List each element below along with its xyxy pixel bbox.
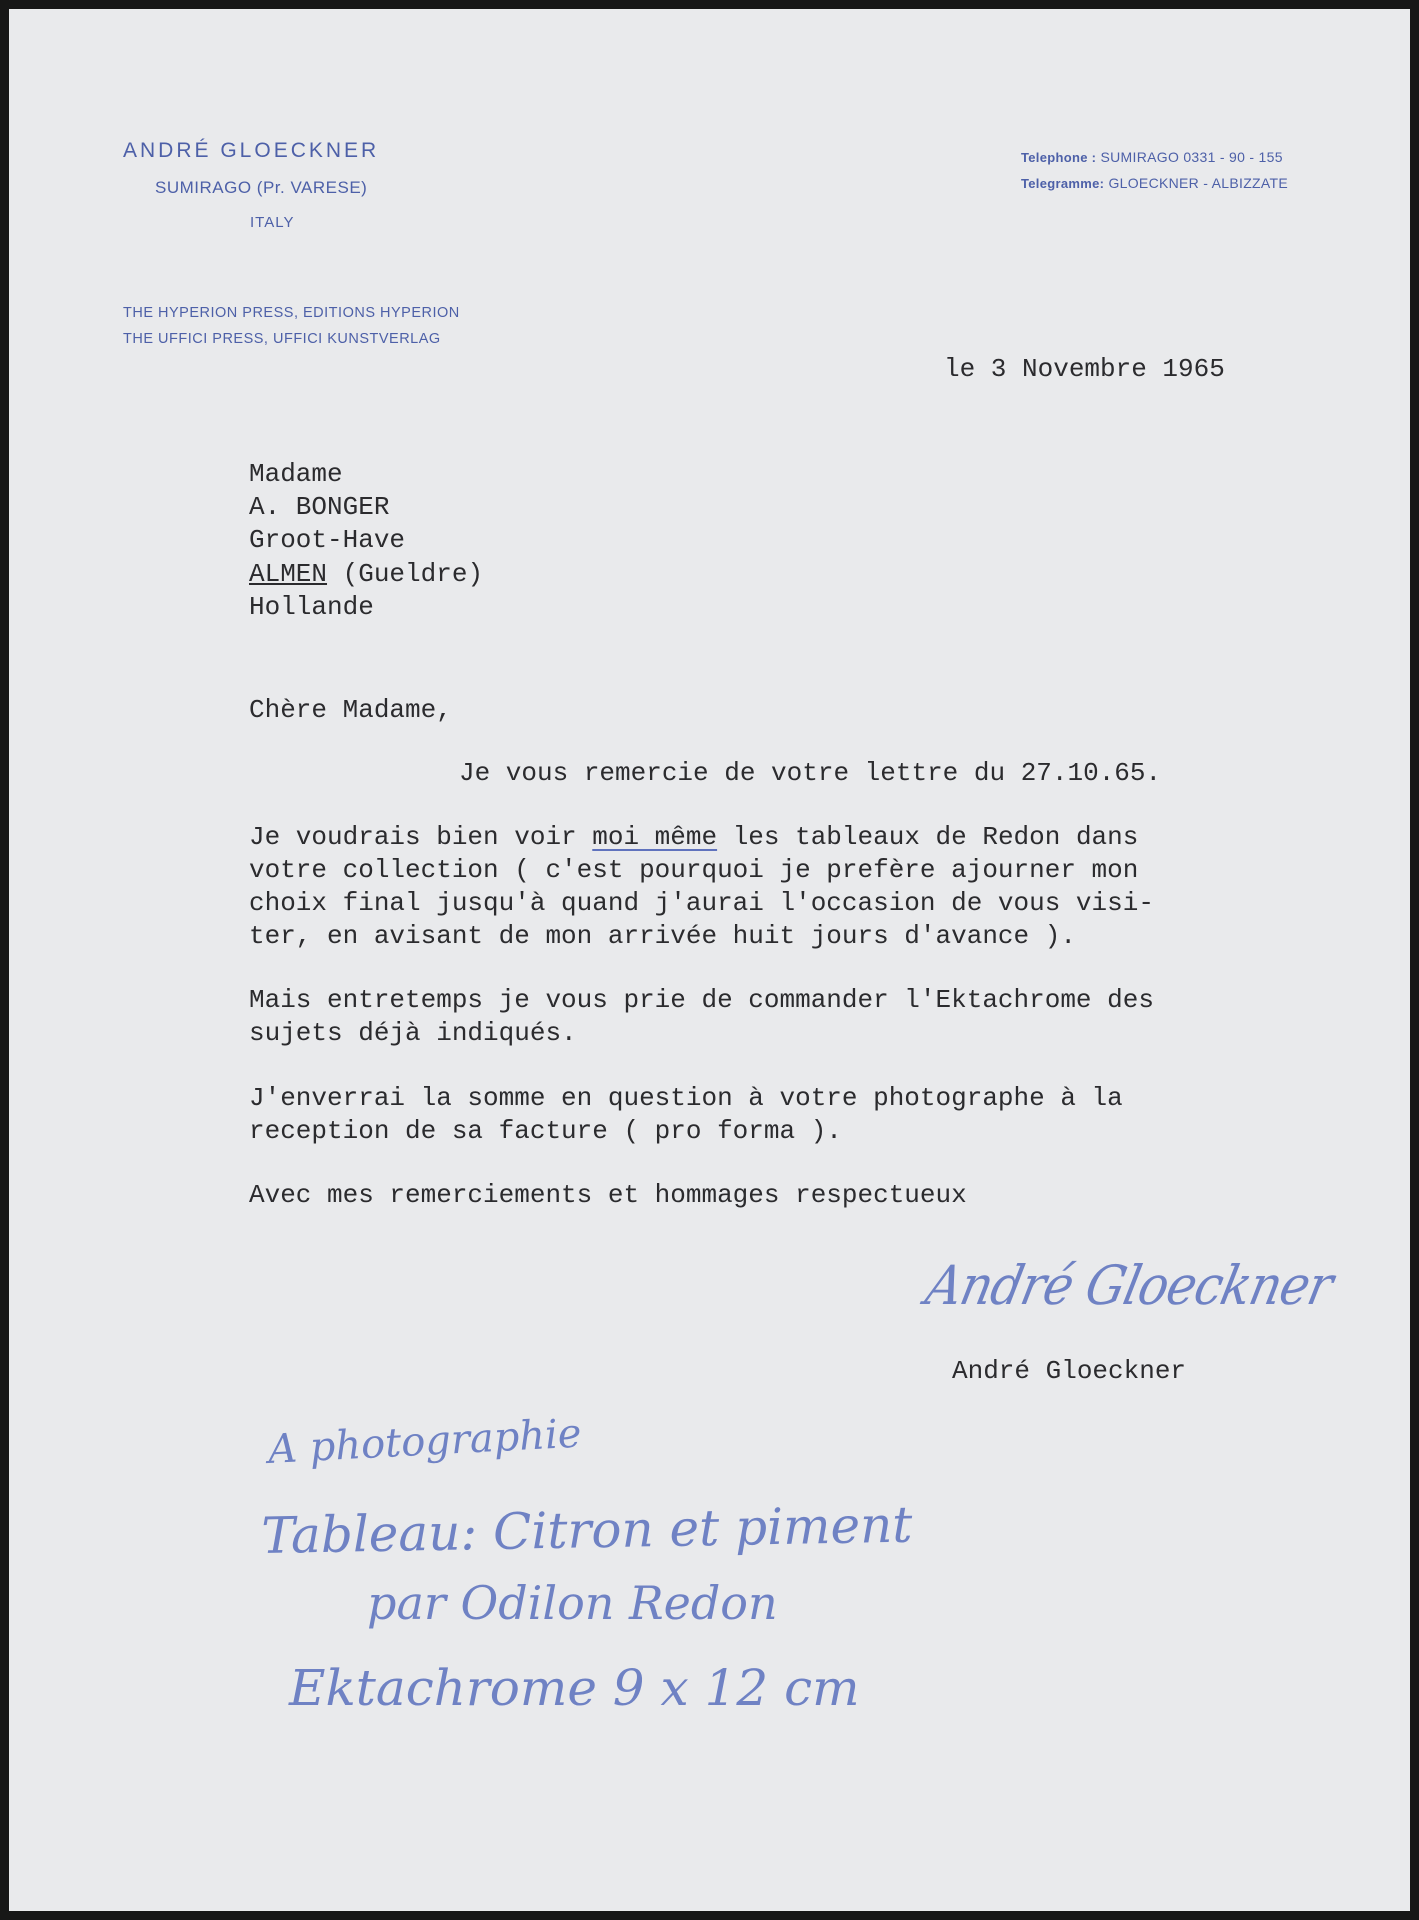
p2-text-after: les tableaux de Redon dans bbox=[717, 822, 1139, 852]
paragraph-2-line-2: votre collection ( c'est pourquoi je prefère ajourner mon bbox=[249, 855, 1139, 885]
handwritten-note-line-4: Ektachrome 9 x 12 cm bbox=[289, 1659, 860, 1717]
letter-date: le 3 Novembre 1965 bbox=[944, 354, 1225, 384]
paragraph-3-line-2: sujets déjà indiqués. bbox=[249, 1018, 577, 1048]
paragraph-4-line-2: reception de sa facture ( pro forma ). bbox=[249, 1116, 842, 1146]
recipient-address-line bbox=[249, 559, 483, 589]
letterhead-name: ANDRÉ GLOECKNER bbox=[123, 139, 380, 162]
letterhead-phone bbox=[1021, 149, 1283, 165]
paragraph-4-line-1: J'enverrai la somme en question à votre photographe à la bbox=[249, 1083, 1123, 1113]
letterhead-telegram bbox=[1021, 175, 1288, 191]
handwritten-note-line-3: par Odilon Redon bbox=[367, 1576, 778, 1630]
paragraph-2-line-4: ter, en avisant de mon arrivée huit jours d'avance ). bbox=[249, 921, 1076, 951]
handwritten-note-line-1: A photographie bbox=[267, 1410, 583, 1473]
letterhead-press-line-2: THE UFFICI PRESS, UFFICI KUNSTVERLAG bbox=[123, 331, 441, 347]
p2-emphasis-underlined: moi même bbox=[592, 822, 718, 852]
recipient-line-2: A. BONGER bbox=[249, 492, 390, 522]
telegram-value: GLOECKNER - ALBIZZATE bbox=[1108, 175, 1288, 191]
paragraph-2-line-3: choix final jusqu'à quand j'aurai l'occasion de vous visi- bbox=[249, 888, 1154, 918]
closing: Avec mes remerciements et hommages respectueux bbox=[249, 1180, 967, 1210]
handwritten-note-line-2: Tableau: Citron et piment bbox=[261, 1495, 913, 1565]
recipient-region: (Gueldre) bbox=[327, 559, 484, 589]
recipient-country: Hollande bbox=[249, 592, 374, 622]
typed-signature: André Gloeckner bbox=[952, 1356, 1187, 1386]
recipient-line-3: Groot-Have bbox=[249, 525, 406, 555]
paragraph-3-line-1: Mais entretemps je vous prie de commander l'Ektachrome des bbox=[249, 985, 1154, 1015]
phone-label: Telephone : bbox=[1021, 150, 1097, 165]
letter-page bbox=[9, 9, 1410, 1911]
telegram-label: Telegramme: bbox=[1021, 176, 1105, 191]
p2-text-before: Je voudrais bien voir bbox=[249, 822, 593, 852]
phone-value: SUMIRAGO 0331 - 90 - 155 bbox=[1100, 149, 1283, 165]
letterhead-country: ITALY bbox=[250, 214, 295, 231]
recipient-city: ALMEN bbox=[249, 559, 328, 589]
paragraph-1: Je vous remercie de votre lettre du 27.10.65. bbox=[459, 758, 1162, 788]
letterhead-town: SUMIRAGO (Pr. VARESE) bbox=[155, 178, 368, 197]
handwritten-signature: André Gloeckner bbox=[920, 1254, 1338, 1317]
recipient-line-1: Madame bbox=[249, 459, 343, 489]
paragraph-2-line-1 bbox=[249, 822, 1138, 852]
letterhead-press-line-1: THE HYPERION PRESS, EDITIONS HYPERION bbox=[123, 305, 460, 321]
salutation: Chère Madame, bbox=[249, 695, 452, 725]
